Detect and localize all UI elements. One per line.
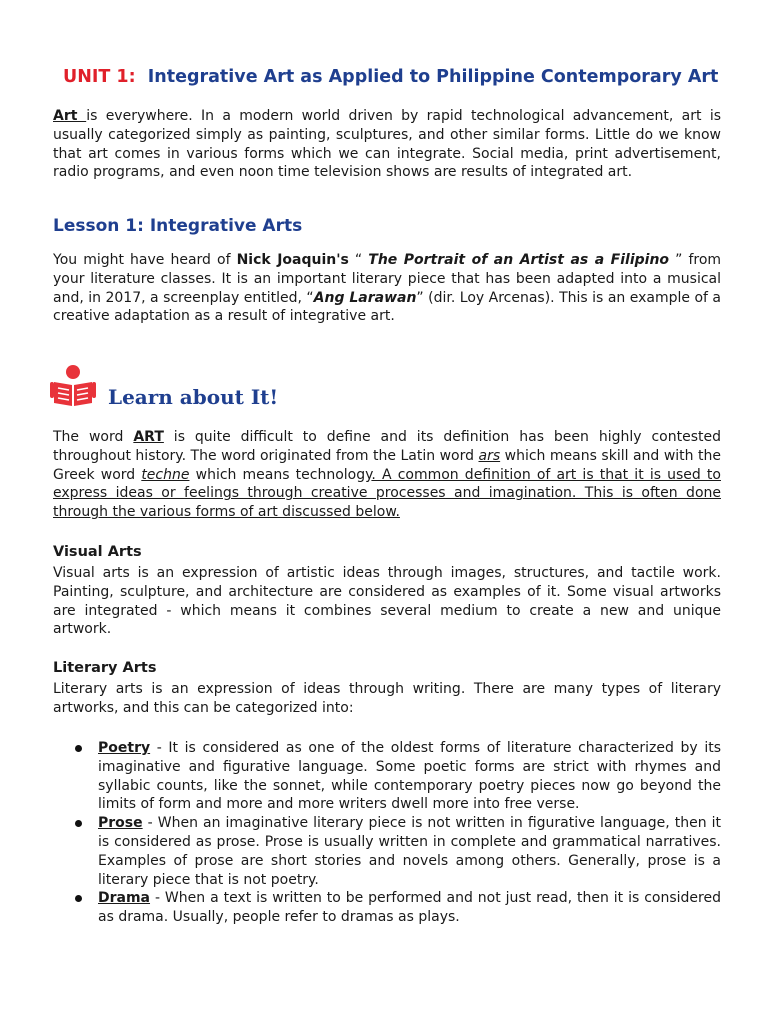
bullet-dot	[75, 820, 82, 827]
list-item	[53, 739, 721, 814]
lesson-text-3: ” (dir. Loy Arcenas). This is an example of a creative adaptation as a result of integrative art.	[53, 289, 721, 325]
lesson-quote-close: ”	[669, 252, 683, 268]
definition-paragraph	[53, 428, 721, 522]
definition-art-word: ART	[133, 429, 164, 445]
lesson-title: Lesson 1: Integrative Arts	[53, 216, 303, 236]
definition-techne-word: techne	[141, 466, 190, 483]
bullet-dot	[75, 745, 82, 752]
lesson-author: Nick Joaquin's	[236, 252, 349, 268]
intro-text: is everywhere. In a modern world driven by rapid technological advancement, art is usually categorized simply as painting, sculptures, and other similar forms. Little do we know that art comes in various forms which we can integrate. Social media, print advertisement, radio programs, and even noon time television shows are results of integrated art.	[53, 108, 721, 181]
visual-arts-heading: Visual Arts	[53, 544, 142, 560]
definition-ars-word: ars	[478, 447, 501, 464]
learn-about-it-heading: Learn about It!	[108, 385, 279, 409]
unit-label: UNIT 1:	[63, 67, 136, 87]
reader-book-icon	[50, 364, 96, 408]
list-item	[53, 889, 721, 927]
intro-paragraph	[53, 107, 721, 182]
lesson-quote-open: “	[348, 252, 369, 268]
lesson-paragraph	[53, 251, 721, 326]
lesson-work-title: The Portrait of an Artist as a Filipino	[368, 252, 670, 268]
list-item-term: Prose	[98, 815, 143, 832]
list-item	[53, 814, 721, 889]
definition-text-1: The word	[53, 429, 134, 445]
list-item-text: - When an imaginative literary piece is not written in figurative language, then it is considered as prose. Prose is usually written in complete and grammatical narratives. Examples of prose are short stories and novels among others. Generally, prose is a literary piece that is not poetry.	[98, 815, 721, 888]
list-item-term: Poetry	[98, 740, 151, 756]
definition-text-3: which means skill and with the Greek word	[53, 447, 721, 483]
lesson-text-1: You might have heard of	[53, 252, 237, 268]
lesson-film-title: Ang Larawan	[313, 289, 417, 306]
definition-text-4: which means technology	[189, 466, 372, 483]
definition-underlined-text: . A common definition of art is that it is used to express ideas or feelings through creative processes and imagination. This is often done through the various forms of art discussed below.	[53, 466, 721, 521]
literary-forms-list	[53, 739, 721, 927]
list-item-term: Drama	[98, 890, 151, 907]
literary-arts-heading: Literary Arts	[53, 660, 157, 676]
list-item-text: - It is considered as one of the oldest forms of literature characterized by its imaginative and figurative language. Some poetic forms are strict with rhymes and syllabic counts, like the sonnet, while contemporary poetry pieces now go beyond the limits of form and more and more writers dwell more into free verse.	[98, 740, 721, 813]
bullet-dot	[75, 895, 82, 902]
unit-title-text: Integrative Art as Applied to Philippine Contemporary Art	[147, 67, 719, 87]
list-item-text: - When a text is written to be performed and not just read, then it is considered as drama. Usually, people refer to dramas as plays.	[98, 890, 721, 926]
visual-arts-paragraph: Visual arts is an expression of artistic ideas through images, structures, and tactile work. Painting, sculpture, and architecture are considered as examples of it. Some visual artworks are integrated - which means it combines several medium to create a new and unique artwork.	[53, 565, 721, 638]
intro-lead-word: Art	[53, 108, 87, 124]
unit-title	[63, 67, 718, 87]
definition-text-2: is quite difficult to define and its definition has been highly contested throughout history. The word originated from the Latin word	[53, 429, 721, 464]
literary-arts-paragraph: Literary arts is an expression of ideas through writing. There are many types of literary artworks, and this can be categorized into:	[53, 681, 721, 716]
lesson-text-2: from your literature classes. It is an important literary piece that has been adapted into a musical and, in 2017, a screenplay entitled, “	[53, 252, 722, 306]
